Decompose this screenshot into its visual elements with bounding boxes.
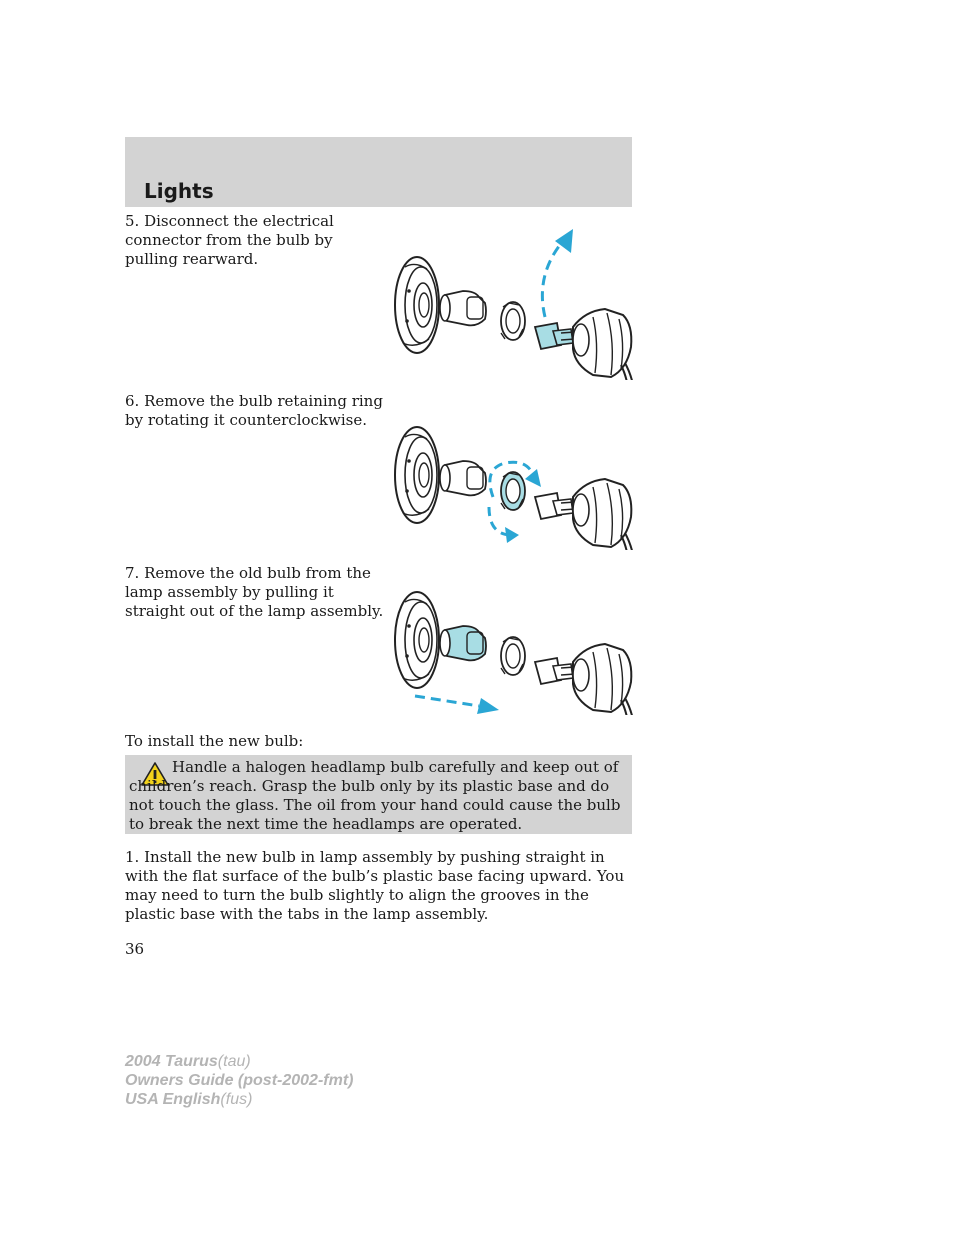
- document-footer: [125, 1052, 353, 1109]
- footer-line-3: [125, 1090, 353, 1109]
- ring-highlight: [501, 472, 525, 510]
- bulb-highlight: [440, 626, 486, 660]
- connector-highlight: [535, 323, 575, 349]
- footer-language-code: (fus): [220, 1091, 253, 1108]
- footer-model: 2004 Taurus: [125, 1053, 218, 1070]
- step-5-text: 5. Disconnect the electrical connector from the bulb by pulling rearward.: [125, 212, 334, 268]
- footer-line-2: [125, 1071, 353, 1090]
- footer-guide: Owners Guide (post-2002-fmt): [125, 1072, 354, 1089]
- remove-bulb-illustration: [385, 560, 640, 715]
- remove-ring-illustration: [385, 395, 640, 550]
- section-header-band: [125, 137, 632, 207]
- install-step-1-text: 1. Install the new bulb in lamp assembly by pushing straight in with the flat surface of the bulb’s plastic base facing upward. You may need to turn the bulb slightly to align the grooves in the plastic base with the tabs in the lamp assembly.: [125, 848, 625, 923]
- footer-language: USA English: [125, 1091, 221, 1108]
- page-number: 36: [125, 940, 145, 958]
- pull-arrow: [542, 241, 563, 317]
- pull-out-arrow: [415, 696, 479, 706]
- install-intro: To install the new bulb:: [125, 732, 304, 750]
- warning-box: [125, 755, 632, 834]
- footer-line-1: [125, 1052, 353, 1071]
- warning-text: Handle a halogen headlamp bulb carefully and keep out of children’s reach. Grasp the bulb only by its plastic base and do not touch the glass. The oil from your hand could cause the bulb to break the next time the headlamps are operated.: [129, 758, 621, 833]
- step-7-text: 7. Remove the old bulb from the lamp assembly by pulling it straight out of the lamp assembly.: [125, 564, 384, 620]
- disconnect-connector-illustration: [385, 225, 640, 380]
- section-title: Lights: [144, 179, 214, 203]
- step-6-text: 6. Remove the bulb retaining ring by rotating it counterclockwise.: [125, 392, 383, 429]
- footer-model-code: (tau): [217, 1053, 251, 1070]
